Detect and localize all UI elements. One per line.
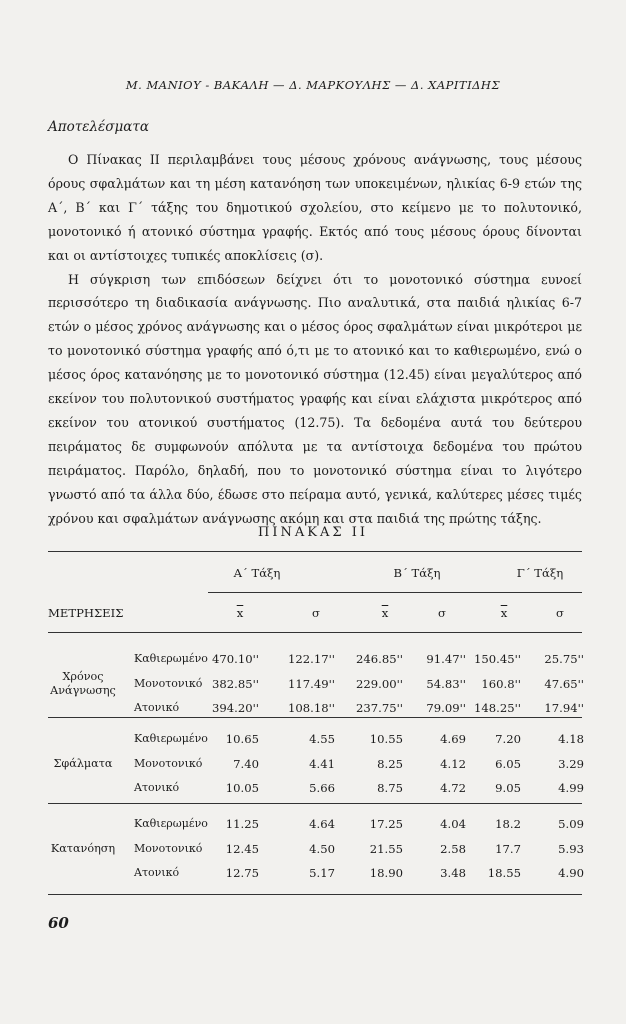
table-cell: 5.09 (558, 817, 584, 831)
sd-symbol-a: σ (312, 606, 320, 620)
table-cell: 122.17'' (288, 652, 335, 666)
table-cell: 54.83'' (426, 676, 466, 691)
group-label: Κατανόηση (50, 841, 116, 855)
paragraph-1: Ο Πίνακας ΙΙ περιλαμβάνει τους μέσους χρόνους ανάγνωσης, τους μέσους όρους σφαλμάτων και τη μέση κατανόηση των υποκειμένων, ηλικίας 6-9 ετών της Α΄, Β΄ και Γ΄ τάξης του δημοτικού σχολείου, στο κείμενο με το πολυτονικό, μονοτονικό ή ατονικό σύστημα γραφής. Εκτός από τους μέσους όρους δίνονται και οι αντίστοιχες τυπικές αποκλίσεις (σ). (48, 152, 582, 263)
group-label: Χρόνος (62, 669, 104, 683)
table-cell: 17.94'' (544, 701, 584, 716)
body-text (48, 148, 582, 531)
group-label: Ανάγνωσης (50, 683, 116, 697)
measures-label: ΜΕΤΡΗΣΕΙΣ (48, 606, 124, 620)
table-title: ΠΙΝΑΚΑΣ ΙΙ (258, 525, 368, 540)
grade-header-rule (208, 592, 582, 593)
table-cell: 3.48 (440, 866, 466, 881)
page-number: 60 (48, 914, 69, 932)
table-cell: 108.18'' (288, 701, 335, 716)
table-cell: 25.75'' (544, 652, 584, 666)
table-cell: 3.29 (558, 756, 584, 771)
table-cell: 394.20'' (212, 701, 259, 716)
system-label: Ατονικό (134, 866, 180, 880)
table-cell: 5.66 (309, 781, 335, 796)
table-cell: 4.90 (558, 866, 584, 881)
table-cell: 6.05 (495, 756, 521, 771)
system-label: Ατονικό (134, 701, 180, 715)
table-cell: 9.05 (495, 781, 521, 796)
table-cell: 246.85'' (356, 652, 403, 666)
table-cell: 4.72 (440, 781, 466, 796)
table-cell: 382.85'' (212, 676, 259, 691)
table-cell: 470.10'' (212, 652, 259, 666)
table-cell: 7.20 (495, 732, 521, 746)
table-cell: 4.18 (558, 732, 584, 746)
system-label: Μονοτονικό (134, 756, 203, 770)
table-cell: 237.75'' (356, 701, 403, 716)
table-cell: 2.58 (440, 841, 466, 856)
mean-symbol-b: $\overline{x}$ (381, 606, 389, 620)
table-cell: 117.49'' (288, 676, 335, 691)
table-cell: 4.04 (440, 817, 466, 831)
table-cell: 4.50 (309, 841, 335, 856)
table-cell: 4.99 (558, 781, 584, 796)
grade-header-b: Β΄ Τάξη (393, 566, 441, 580)
group-separator-rule (48, 717, 582, 718)
table-cell: 79.09'' (426, 701, 466, 716)
table-bottom-rule (48, 894, 582, 895)
table-cell: 4.12 (440, 756, 466, 771)
table-top-rule (48, 551, 582, 552)
system-label: Μονοτονικό (134, 841, 203, 855)
table-cell: 12.75 (225, 866, 259, 881)
table-cell: 5.93 (558, 841, 584, 856)
table-cell: 18.90 (369, 866, 403, 881)
table-cell: 12.45 (225, 841, 259, 856)
system-label: Καθιερωμένο (134, 817, 208, 830)
table-cell: 160.8'' (481, 676, 521, 691)
table-cell: 150.45'' (474, 652, 521, 666)
table-cell: 18.55 (487, 866, 521, 881)
sd-symbol-b: σ (438, 606, 446, 620)
table-cell: 148.25'' (474, 701, 521, 716)
table-cell: 17.25 (369, 817, 403, 831)
running-header: Μ. ΜΑΝΙΟΥ - ΒΑΚΑΛΗ — Δ. ΜΑΡΚΟΥΛΗΣ — Δ. ΧΑΡΙΤΙΔΗΣ (125, 78, 501, 92)
paragraph-2: Η σύγκριση των επιδόσεων δείχνει ότι το μονοτονικό σύστημα ευνοεί περισσότερο τη διαδικασία ανάγνωσης. Πιο αναλυτικά, στα παιδιά ηλικίας 6-7 ετών ο μέσος χρόνος ανάγνωσης και ο μέσος όρος σφαλμάτων είναι μικρότεροι με το μονοτονικό σύστημα γραφής από ό,τι με το ατονικό και το καθιερωμένο, ενώ ο μέσος όρος κατανόησης με το μονοτονικό σύστημα (12.45) είναι μεγαλύτερος από εκείνον του πολυτονικού συστήματος γραφής και είναι ελάχιστα μικρότερος από εκείνον του ατονικού συστήματος (12.75). Τα δεδομένα αυτά του δεύτερου πειράματος δε συμφωνούν απόλυτα με τα αντίστοιχα δεδομένα του πρώτου πειράματος. Παρόλο, δηλαδή, που το μονοτονικό σύστημα είναι το λιγότερο γνωστό από τα άλλα δύο, έδωσε στο πείραμα αυτό, γενικά, καλύτερες μέσες τιμές χρόνου και σφαλμάτων ανάγνωσης ακόμη και στα παιδιά της πρώτης τάξης. (48, 271, 582, 526)
table-cell: 21.55 (369, 841, 403, 856)
group-separator-rule (48, 803, 582, 804)
table-header-rule (48, 632, 582, 633)
table-cell: 4.64 (309, 817, 335, 831)
group-label: Σφάλματα (53, 756, 113, 770)
grade-header-c: Γ΄ Τάξη (516, 566, 564, 580)
table-cell: 10.65 (225, 732, 259, 746)
table-cell: 4.55 (309, 732, 335, 746)
table-cell: 18.2 (495, 817, 521, 831)
table-cell: 10.55 (369, 732, 403, 746)
table-cell: 47.65'' (544, 676, 584, 691)
table-cell: 17.7 (495, 841, 521, 856)
sd-symbol-c: σ (556, 606, 564, 620)
table-cell: 91.47'' (426, 652, 466, 666)
grade-header-a: Α΄ Τάξη (233, 566, 281, 580)
table-cell: 229.00'' (356, 676, 403, 691)
table-cell: 10.05 (225, 781, 259, 796)
system-label: Καθιερωμένο (134, 652, 208, 665)
mean-symbol-c: $\overline{x}$ (500, 606, 508, 620)
table-cell: 8.75 (377, 781, 403, 796)
table-cell: 11.25 (225, 817, 259, 831)
table-cell: 7.40 (233, 756, 259, 771)
table-cell: 8.25 (377, 756, 403, 771)
system-label: Μονοτονικό (134, 676, 203, 690)
system-label: Ατονικό (134, 781, 180, 795)
table-cell: 5.17 (309, 866, 335, 881)
table-cell: 4.69 (440, 732, 466, 746)
section-title: Αποτελέσματα (48, 119, 149, 135)
system-label: Καθιερωμένο (134, 732, 208, 745)
table-cell: 4.41 (309, 756, 335, 771)
mean-symbol-a: $\overline{x}$ (236, 606, 244, 620)
